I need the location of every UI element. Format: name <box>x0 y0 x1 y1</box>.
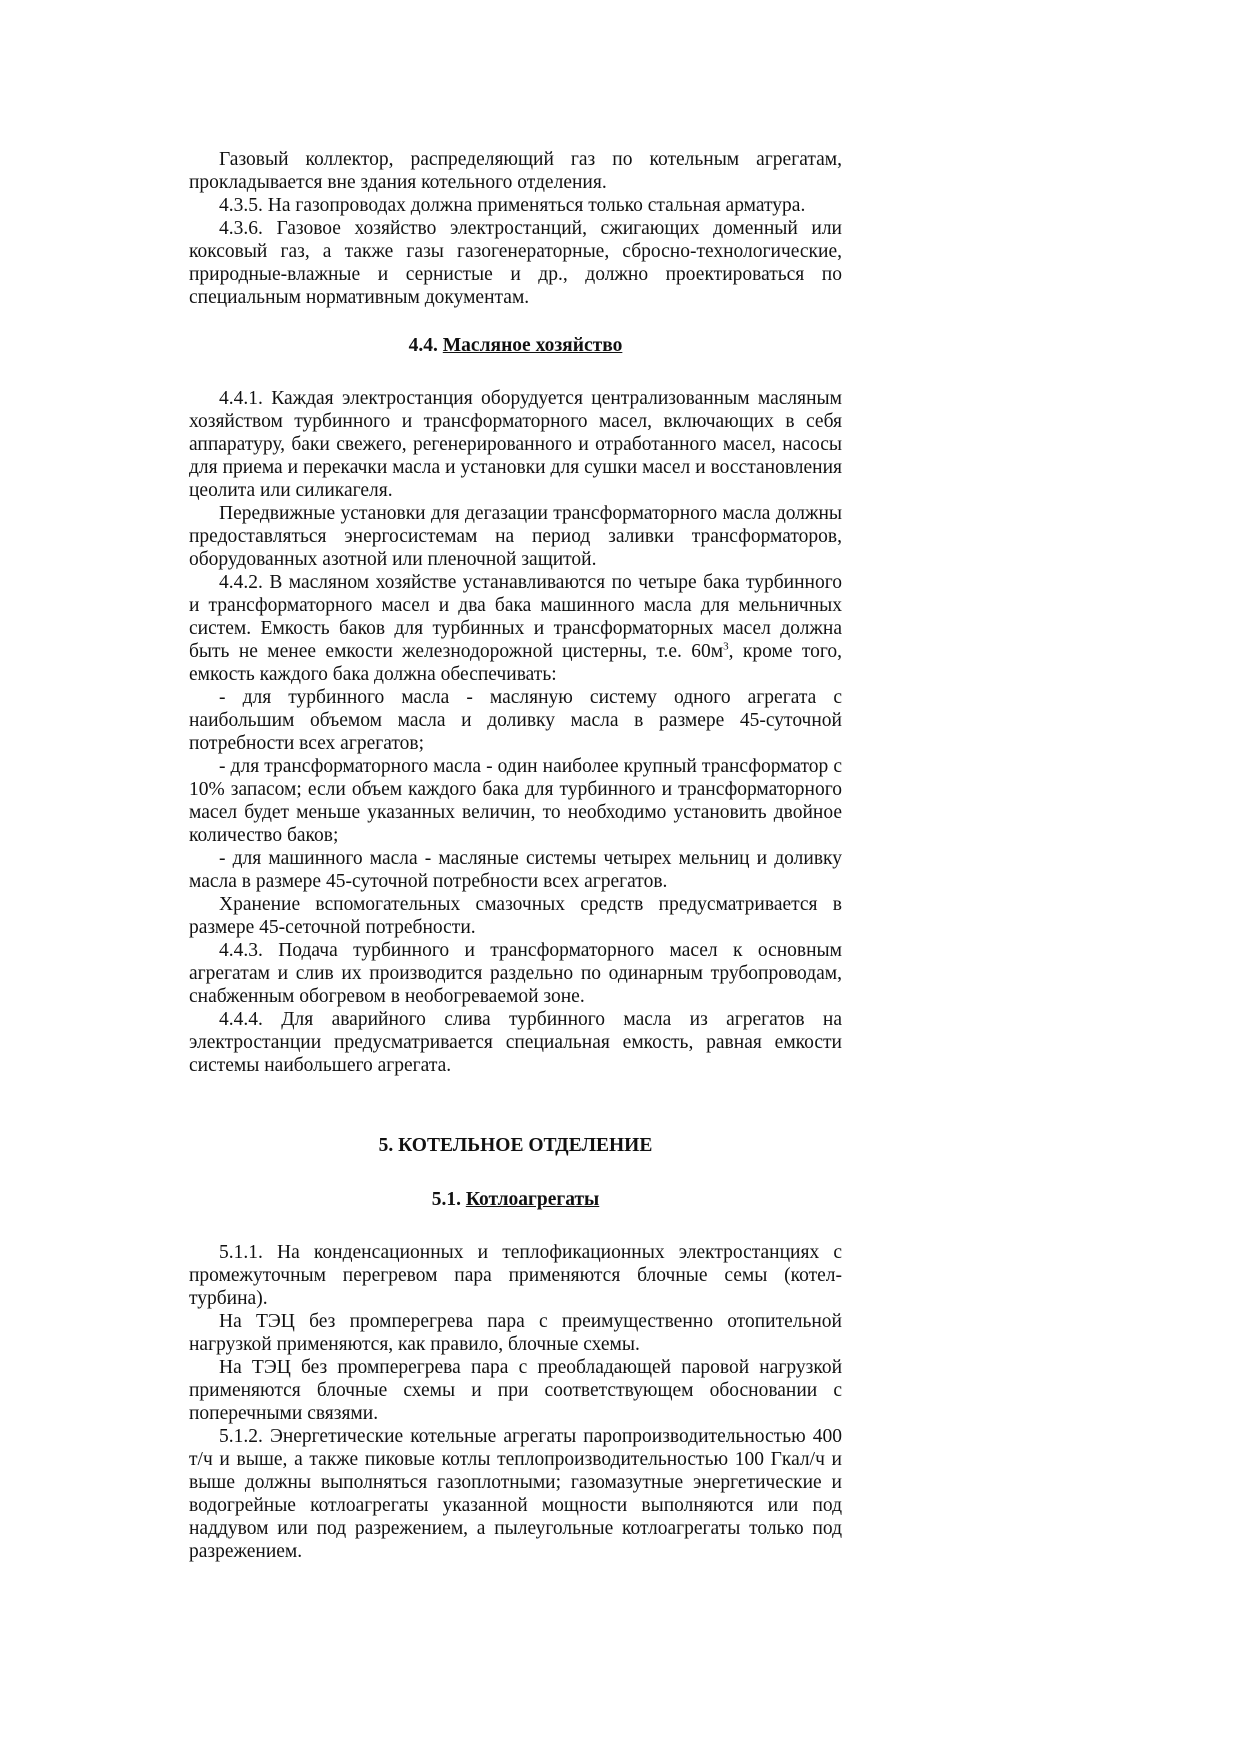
paragraph-chp-steam: На ТЭЦ без промперегрева пара с преобладающей паровой нагрузкой применяются блочные схемы и при соответствующем обосновании с поперечными связями. <box>189 1357 842 1424</box>
paragraph-4-4-2-tail: , кроме того, емкость каждого бака должна обеспечивать: <box>189 641 842 685</box>
paragraph-chp-heating: На ТЭЦ без промперегрева пара с преимущественно отопительной нагрузкой применяются, как правило, блочные схемы. <box>189 1311 842 1355</box>
paragraph-lubricant-storage: Хранение вспомогательных смазочных средств предусматривается в размере 45-сеточной потребности. <box>189 894 842 938</box>
document-page <box>189 148 842 1563</box>
paragraph-4-4-2 <box>189 571 842 686</box>
section-heading-4-4 <box>189 334 842 357</box>
paragraph-4-3-5: 4.3.5. На газопроводах должна применяться только стальная арматура. <box>219 195 806 216</box>
paragraph-4-4-3: 4.4.3. Подача турбинного и трансформаторного масел к основным агрегатам и слив их производится раздельно по одинарным трубопроводам, снабженным обогревом в необогреваемой зоне. <box>189 940 842 1007</box>
section-heading-5-1 <box>189 1188 842 1211</box>
paragraph-gas-collector: Газовый коллектор, распределяющий газ по котельным агрегатам, прокладывается вне здания котельного отделения. <box>189 149 842 193</box>
paragraph-mobile-units: Передвижные установки для дегазации трансформаторного масла должны предоставляться энергосистемам на период заливки трансформаторов, оборудованных азотной или пленочной защитой. <box>189 503 842 570</box>
section-number-4-4: 4.4. <box>408 335 443 356</box>
section-number-5-1: 5.1. <box>431 1189 466 1210</box>
paragraph-4-4-1: 4.4.1. Каждая электростанция оборудуется централизованным масляным хозяйством турбинного и трансформаторного масел, включающих в себя аппаратуру, баки свежего, регенерированного и отработанного масел, насосы для приема и перекачки масла и установки для сушки масел и восстановления цеолита или силикагеля. <box>189 388 842 501</box>
paragraph-4-3-6: 4.3.6. Газовое хозяйство электростанций, сжигающих доменный или коксовый газ, а также газы газогенераторные, сбросно-технологические, природные-влажные и сернистые и др., должно проектироваться по специальным нормативным документам. <box>189 218 842 308</box>
paragraph-4-4-2-text: 4.4.2. В масляном хозяйстве устанавливаются по четыре бака турбинного и трансформаторного масел и два бака машинного масла для мельничных систем. Емкость баков для турбинных и трансформаторных масел должна быть не менее емкости железнодорожной цистерны, т.е. 60м <box>189 572 842 662</box>
list-item-machine-oil: - для машинного масла - масляные системы четырех мельниц и доливку масла в размере 45-суточной потребности всех агрегатов. <box>189 848 842 892</box>
chapter-heading-5: 5. КОТЕЛЬНОЕ ОТДЕЛЕНИЕ <box>378 1135 653 1156</box>
list-item-turbine-oil: - для турбинного масла - масляную систему одного агрегата с наибольшим объемом масла и доливку масла в размере 45-суточной потребности всех агрегатов; <box>189 687 842 754</box>
paragraph-5-1-2: 5.1.2. Энергетические котельные агрегаты паропроизводительностью 400 т/ч и выше, а также пиковые котлы теплопроизводительностью 100 Гкал/ч и выше должны выполняться газоплотными; газомазутные энергетические и водогрейные котлоагрегаты указанной мощности выполняются или под наддувом или под разрежением, а пылеугольные котлоагрегаты только под разрежением. <box>189 1426 842 1562</box>
cubic-superscript: 3 <box>723 640 729 653</box>
section-title-5-1: Котлоагрегаты <box>465 1189 600 1210</box>
paragraph-4-4-4: 4.4.4. Для аварийного слива турбинного масла из агрегатов на электростанции предусматривается специальная емкость, равная емкости системы наибольшего агрегата. <box>189 1009 842 1076</box>
list-item-transformer-oil: - для трансформаторного масла - один наиболее крупный трансформатор с 10% запасом; если объем каждого бака для турбинного и трансформаторного масел будет меньше указанных величин, то необходимо установить двойное количество баков; <box>189 756 842 846</box>
section-title-4-4: Масляное хозяйство <box>442 335 623 356</box>
paragraph-5-1-1: 5.1.1. На конденсационных и теплофикационных электростанциях с промежуточным перегревом пара применяются блочные семы (котел-турбина). <box>189 1242 842 1309</box>
